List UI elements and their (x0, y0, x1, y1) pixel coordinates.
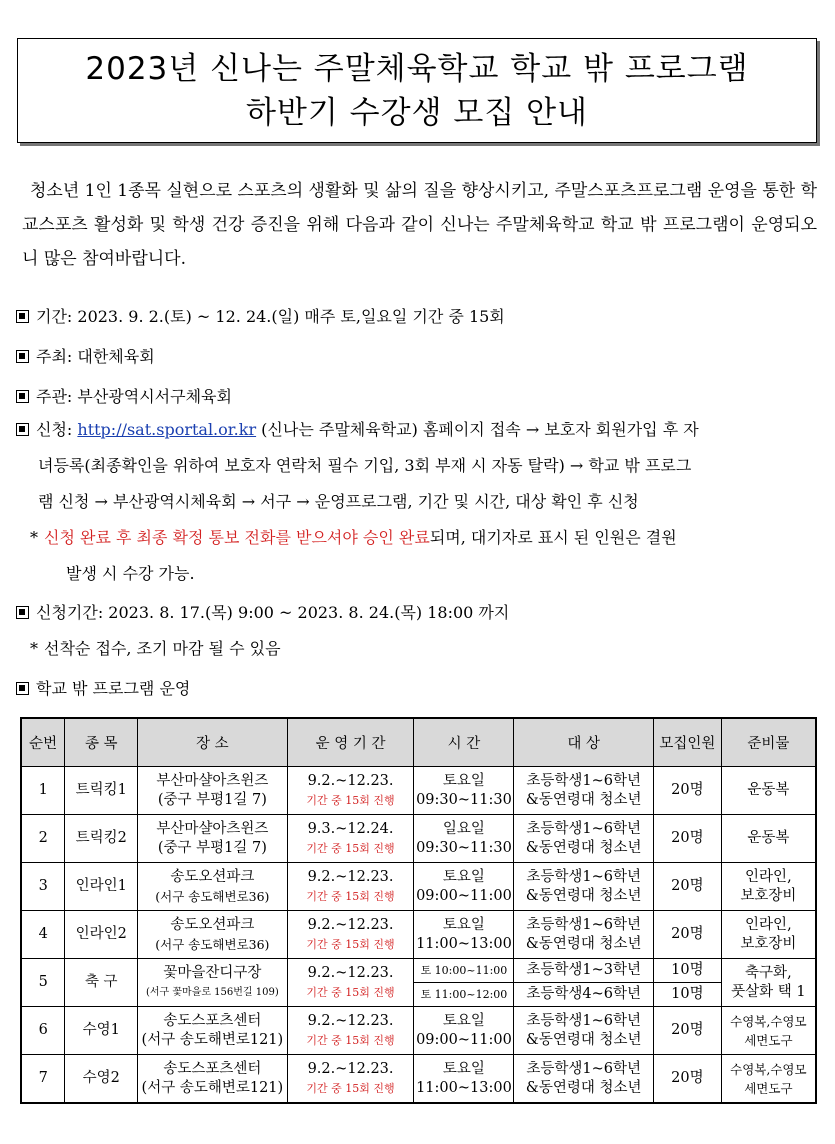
table-cell: 수영1 (65, 1007, 138, 1055)
table-cell: 초등학생1~3학년 (514, 959, 654, 983)
square-bullet-icon (16, 350, 29, 363)
table-cell: 일요일 (442, 820, 485, 837)
intro-paragraph (22, 174, 817, 276)
table-cell: 인라인1 (65, 863, 138, 911)
square-bullet-icon (16, 310, 29, 323)
table-cell: 부산마샬아츠윈즈 (156, 820, 269, 837)
table-cell: 9.2.~12.23. (307, 964, 394, 981)
table-cell (514, 1007, 654, 1055)
table-cell (287, 1007, 414, 1055)
table-cell: 토요일 (442, 772, 485, 789)
table-cell (414, 863, 514, 911)
table-cell: 트릭킹1 (65, 767, 138, 815)
table-cell (414, 911, 514, 959)
table-cell: &동연령대 청소년 (525, 791, 642, 808)
table-cell (138, 1055, 288, 1104)
table-cell (721, 767, 816, 815)
table-cell: 송도오션파크 (170, 868, 255, 885)
table-cell: 인라인2 (65, 911, 138, 959)
table-cell (514, 815, 654, 863)
table-row (21, 815, 816, 863)
table-cell: 축 구 (65, 959, 138, 1007)
table-cell: (서구 송도해변로36) (155, 888, 270, 904)
table-cell: 토 11:00~12:00 (414, 983, 514, 1007)
table-cell: 토요일 (442, 1060, 485, 1077)
table-cell (138, 1007, 288, 1055)
header-sport: 종 목 (65, 718, 138, 767)
table-cell (138, 863, 288, 911)
table-cell (721, 1007, 816, 1055)
table-cell: 5 (21, 959, 65, 1007)
table-cell (721, 1055, 816, 1104)
table-cell: 송도스포츠센터 (163, 1060, 262, 1077)
table-cell: 6 (21, 1007, 65, 1055)
table-cell: 9.2.~12.23. (307, 916, 394, 933)
table-cell: 트릭킹2 (65, 815, 138, 863)
table-cell: 10명 (653, 983, 721, 1007)
table-cell: 축구화, (745, 964, 792, 981)
table-cell: 11:00~13:00 (416, 935, 512, 952)
table-cell (138, 815, 288, 863)
table-cell (287, 959, 414, 1007)
table-cell: 송도오션파크 (170, 916, 255, 933)
table-cell: 1 (21, 767, 65, 815)
table-cell: &동연령대 청소년 (525, 839, 642, 856)
table-cell (721, 863, 816, 911)
page-subtitle: 하반기 수강생 모집 안내 (245, 94, 589, 131)
table-cell (721, 959, 816, 1007)
apply-link[interactable]: http://sat.sportal.or.kr (77, 420, 257, 439)
table-cell: 수영복,수영모 (730, 1013, 807, 1029)
table-header-row (21, 718, 816, 767)
info-program: 학교 밖 프로그램 운영 (16, 671, 822, 707)
table-cell: 09:30~11:30 (416, 791, 512, 808)
header-place: 장 소 (138, 718, 288, 767)
table-cell: 토요일 (442, 1012, 485, 1029)
square-bullet-icon (16, 606, 29, 619)
table-cell: 운동복 (747, 830, 790, 846)
program-table (20, 717, 817, 1104)
table-cell: 기간 중 15회 진행 (306, 1081, 395, 1095)
table-cell (138, 767, 288, 815)
table-cell: 초등학생1~6학년 (526, 772, 642, 789)
page-title: 2023년 신나는 주말체육학교 학교 밖 프로그램 (85, 50, 749, 87)
table-cell: 09:30~11:30 (416, 839, 512, 856)
info-first-come: * 선착순 접수, 조기 마감 될 수 있음 (16, 631, 822, 667)
table-cell: 기간 중 15회 진행 (306, 889, 395, 903)
table-cell: 토요일 (442, 868, 485, 885)
table-cell: 기간 중 15회 진행 (306, 1033, 395, 1047)
table-cell: 11:00~13:00 (416, 1079, 512, 1096)
table-cell: &동연령대 청소년 (525, 1079, 642, 1096)
table-cell: 운동복 (747, 782, 790, 798)
table-cell: 09:00~11:00 (416, 887, 512, 904)
table-cell: 9.2.~12.23. (307, 772, 394, 789)
table-cell: 초등학생4~6학년 (514, 983, 654, 1007)
table-cell: 꽃마을잔디구장 (163, 964, 262, 981)
table-cell: (서구 송도해변로121) (141, 1031, 284, 1048)
info-apply: 신청: http://sat.sportal.or.kr (신나는 주말체육학교) 홈페이지 접속 → 보호자 회원가입 후 자 녀등록(최종확인을 위하여 보호자 연락처 필수 기입, 3회 부재 시 자동 탈락) → 학교 밖 프로그 램 신청 → 부산광역시체육회 → 서구 → 운영프로그램, 기간 및 시간, 대상 확인 후 신청 (16, 412, 822, 520)
header-count: 모집인원 (653, 718, 721, 767)
table-cell: (중구 부평1길 7) (157, 839, 267, 856)
table-cell: 기간 중 15회 진행 (306, 793, 395, 807)
asterisk-icon: * (30, 528, 38, 547)
table-cell (514, 1055, 654, 1104)
table-cell (414, 1055, 514, 1104)
table-cell: 보호장비 (740, 935, 797, 952)
table-cell: 3 (21, 863, 65, 911)
info-note: * 신청 완료 후 최종 확정 통보 전화를 받으셔야 승인 완료되며, 대기자로 표시 된 인원은 결원 발생 시 수강 가능. (16, 520, 822, 592)
square-bullet-icon (16, 390, 29, 403)
table-cell: 20명 (653, 1007, 721, 1055)
table-cell (287, 815, 414, 863)
square-bullet-icon (16, 423, 29, 436)
table-cell: &동연령대 청소년 (525, 1031, 642, 1048)
header-period: 운 영 기 간 (287, 718, 414, 767)
table-cell (721, 815, 816, 863)
table-cell: 20명 (653, 767, 721, 815)
table-cell: &동연령대 청소년 (525, 887, 642, 904)
table-cell (287, 863, 414, 911)
table-cell: 기간 중 15회 진행 (306, 841, 395, 855)
table-cell: 20명 (653, 863, 721, 911)
header-no: 순번 (21, 718, 65, 767)
table-cell: 2 (21, 815, 65, 863)
info-organizer: 주관: 부산광역시서구체육회 (16, 379, 822, 415)
table-cell: 초등학생1~6학년 (526, 916, 642, 933)
table-cell (414, 1007, 514, 1055)
info-host: 주최: 대한체육회 (16, 339, 822, 375)
table-row (21, 911, 816, 959)
info-period: 기간: 2023. 9. 2.(토) ~ 12. 24.(일) 매주 토,일요일 기간 중 15회 (16, 299, 822, 335)
table-cell: 9.2.~12.23. (307, 1012, 394, 1029)
table-row (21, 767, 816, 815)
table-cell: 부산마샬아츠윈즈 (156, 772, 269, 789)
table-cell: 수영복,수영모 (730, 1061, 807, 1077)
table-cell (138, 911, 288, 959)
header-target: 대 상 (514, 718, 654, 767)
table-cell: 세면도구 (744, 1080, 793, 1096)
table-cell: 9.2.~12.23. (307, 1060, 394, 1077)
table-cell (287, 911, 414, 959)
table-cell: 기간 중 15회 진행 (306, 985, 395, 999)
table-cell: 수영2 (65, 1055, 138, 1104)
table-cell: 초등학생1~6학년 (526, 868, 642, 885)
table-cell (414, 767, 514, 815)
table-cell: 보호장비 (740, 887, 797, 904)
table-cell: 초등학생1~6학년 (526, 820, 642, 837)
table-cell: 7 (21, 1055, 65, 1104)
table-cell (287, 767, 414, 815)
table-cell: (중구 부평1길 7) (157, 791, 267, 808)
table-cell (721, 911, 816, 959)
table-cell: 20명 (653, 911, 721, 959)
table-cell: 기간 중 15회 진행 (306, 937, 395, 951)
intro-text: 청소년 1인 1종목 실현으로 스포츠의 생활화 및 삶의 질을 향상시키고, 주말스포츠프로그램 운영을 통한 학교스포츠 활성화 및 학생 건강 증진을 위해 다음과 같이 신나는 주말체육학교 학교 밖 프로그램이 운영되오니 많은 참여바랍니다. (22, 181, 818, 269)
header-prep: 준비물 (721, 718, 816, 767)
title-box (17, 38, 817, 143)
table-cell (414, 815, 514, 863)
table-row (21, 1055, 816, 1104)
table-cell: 4 (21, 911, 65, 959)
table-cell (514, 863, 654, 911)
table-cell: 09:00~11:00 (416, 1031, 512, 1048)
table-row (21, 1007, 816, 1055)
table-cell: 20명 (653, 815, 721, 863)
table-cell (138, 959, 288, 1007)
table-cell (514, 767, 654, 815)
table-cell: 9.2.~12.23. (307, 868, 394, 885)
table-cell (287, 1055, 414, 1104)
table-cell: 세면도구 (744, 1032, 793, 1048)
table-cell: 초등학생1~6학년 (526, 1060, 642, 1077)
note-warning: 신청 완료 후 최종 확정 통보 전화를 받으셔야 승인 완료 (44, 528, 430, 547)
table-cell: 10명 (653, 959, 721, 983)
table-cell: 풋살화 택 1 (731, 983, 806, 1000)
header-time: 시 간 (414, 718, 514, 767)
table-row (21, 863, 816, 911)
table-cell: (서구 송도해변로36) (155, 936, 270, 952)
table-cell: 토요일 (442, 916, 485, 933)
table-cell: 초등학생1~6학년 (526, 1012, 642, 1029)
table-cell: 인라인, (745, 916, 792, 933)
table-cell: (서구 송도해변로121) (141, 1079, 284, 1096)
table-cell: &동연령대 청소년 (525, 935, 642, 952)
table-cell: (서구 꽃마을로 156번길 109) (145, 986, 279, 998)
table-row (21, 959, 816, 983)
square-bullet-icon (16, 682, 29, 695)
table-cell: 인라인, (745, 868, 792, 885)
table-cell: 20명 (653, 1055, 721, 1104)
table-cell: 토 10:00~11:00 (414, 959, 514, 983)
asterisk-icon: * (30, 639, 38, 658)
table-cell (514, 911, 654, 959)
info-apply-period: 신청기간: 2023. 8. 17.(목) 9:00 ~ 2023. 8. 24.(목) 18:00 까지 (16, 595, 822, 631)
table-cell: 송도스포츠센터 (163, 1012, 262, 1029)
table-cell: 9.3.~12.24. (307, 820, 394, 837)
